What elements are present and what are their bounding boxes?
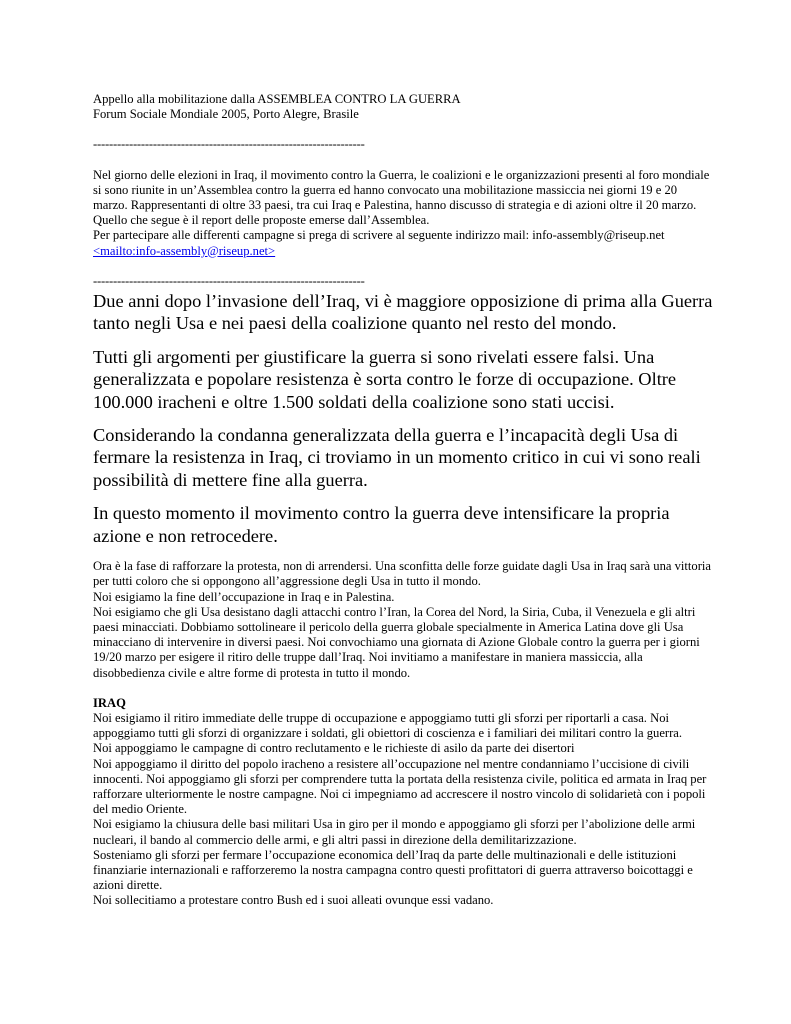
separator-top: -------------------------------------------------------------------- [93,137,365,152]
iraq-paragraph-4: Noi esigiamo la chiusura delle basi militari Usa in giro per il mondo e appoggiamo gli sforzi per l’abolizione delle armi nucleari, il bando al commercio delle armi, e gli altri passi in direzione della demilitarizzazione. [93,817,696,847]
header-subtitle: Forum Sociale Mondiale 2005, Porto Alegre, Brasile [93,107,359,122]
intro-report-line: Quello che segue è il report delle proposte emerse dall’Assemblea. [93,213,430,228]
iraq-paragraph-2: Noi appoggiamo le campagne di contro reclutamento e le richieste di asilo da parte dei disertori [93,741,575,756]
iraq-paragraph-6: Noi sollecitiamo a protestare contro Bush ed i suoi alleati ovunque essi vadano. [93,893,494,908]
big-paragraph-2: Tutti gli argomenti per giustificare la guerra si sono rivelati essere falsi. Una generalizzata e popolare resistenza è sorta contro le forze di occupazione. Oltre 100.000 iracheni e oltre 1.500 soldati della coalizione sono stati uccisi. [93,346,677,412]
intro-section [93,168,713,259]
big-paragraphs [93,290,713,547]
intro-contact-line: Per partecipare alle differenti campagne si prega di scrivere al seguente indirizzo mail: info-assembly@riseup.net [93,228,665,243]
iraq-paragraph-3: Noi appoggiamo il diritto del popolo iracheno a resistere all’occupazione nel mentre condanniamo l’uccisione di civili innocenti. Noi appoggiamo gli sforzi per comprendere tutta la portata della resistenza civile, politica ed armata in Iraq per rafforzare ulteriormente le nostre campagne. Noi ci impegniamo ad accrescere il nostro vincolo di solidarietà con i popoli del medio Oriente. [93,756,707,817]
header-title: Appello alla mobilitazione dalla ASSEMBLEA CONTRO LA GUERRA [93,92,461,106]
big-paragraph-1: Due anni dopo l’invasione dell’Iraq, vi è maggiore opposizione di prima alla Guerra tanto negli Usa e nei paesi della coalizione quanto nel resto del mondo. [93,291,713,334]
body-paragraph-1: Ora è la fase di rafforzare la protesta, non di arrendersi. Una sconfitta delle forze guidate dagli Usa in Iraq sarà una vittoria per tutti coloro che si oppongono all’aggressione degli Usa in tutto il mondo. [93,559,711,589]
body-section [93,559,713,681]
body-paragraph-3: Noi esigiamo che gli Usa desistano dagli attacchi contro l’Iran, la Corea del Nord, la Siria, Cuba, il Venezuela e gli altri paesi minacciati. Dobbiamo sottolineare il pericolo della guerra globale specialmente in America Latina dove gli Usa minacciano di intervenire in diversi paesi. Noi convochiamo una giornata di Azione Globale contro la guerra per i giorni 19/20 marzo per esigere il ritiro delle truppe dall’Iraq. Noi invitiamo a manifestare in maniera massiccia, alla disobbedienza civile e altre forme di protesta in tutto il mondo. [93,604,700,680]
iraq-paragraph-5: Sosteniamo gli sforzi per fermare l’occupazione economica dell’Iraq da parte delle multinazionali e delle istituzioni finanziarie internazionali e rafforzeremo la nostra campagna contro questi profittatori di guerra attraverso boicottaggi e azioni dirette. [93,847,693,893]
mail-link[interactable]: <mailto:info-assembly@riseup.net> [93,243,276,258]
big-paragraph-3: Considerando la condanna generalizzata della guerra e l’incapacità degli Usa di fermare la resistenza in Iraq, ci troviamo in un momento critico in cui vi sono reali possibilità di mettere fine alla guerra. [93,425,701,490]
iraq-paragraph-1: Noi esigiamo il ritiro immediate delle truppe di occupazione e appoggiamo tutti gli sforzi per riportarli a casa. Noi appoggiamo tutti gli sforzi di organizzare i soldati, gli obiettori di coscienza e i familiari dei militari contro la guerra. [93,710,683,741]
body-paragraph-2: Noi esigiamo la fine dell’occupazione in Iraq e in Palestina. [93,589,395,604]
intro-paragraph: Nel giorno delle elezioni in Iraq, il movimento contro la Guerra, le coalizioni e le organizzazioni presenti al foro mondiale si sono riunite in un’Assemblea contro la guerra ed hanno convocato una mobilitazione massiccia nei giorni 19 e 20 marzo. Rappresentanti di oltre 33 paesi, tra cui Iraq e Palestina, hanno discusso di strategia e di azioni oltre il 20 marzo. [93,167,710,213]
document-page [93,92,713,909]
iraq-section-title: IRAQ [93,695,126,710]
iraq-section [93,696,713,909]
document-header [93,92,713,122]
big-paragraph-4: In questo momento il movimento contro la guerra deve intensificare la propria azione e non retrocedere. [93,503,670,546]
separator-middle: -------------------------------------------------------------------- [93,273,365,288]
